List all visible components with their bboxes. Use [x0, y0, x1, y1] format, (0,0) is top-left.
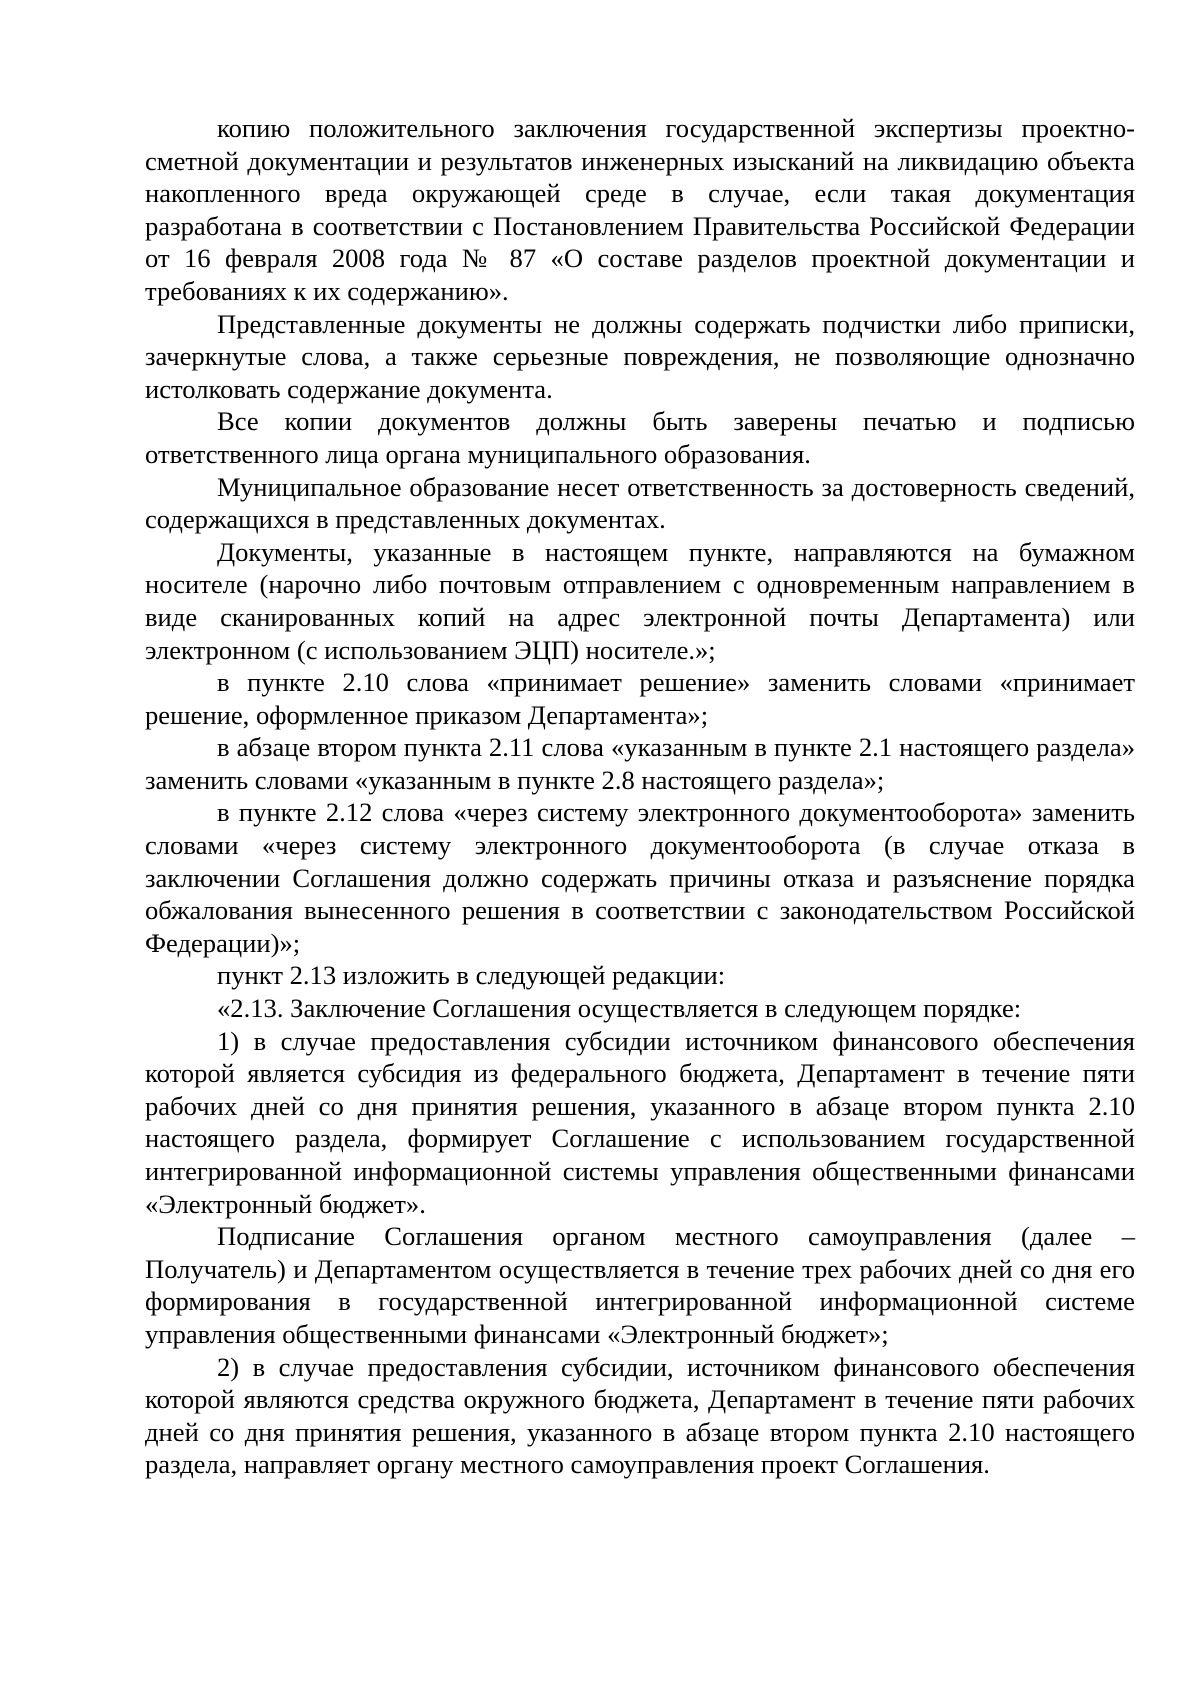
paragraph-signing: Подписание Соглашения органом местного самоуправления (далее – Получатель) и Департаментом осуществляется в течение трех рабочих дней со дня его формирования в государственной интегрированной информационной системе управления общественными финансами «Электронный бюджет»; — [145, 1221, 1135, 1349]
paragraph-expertise-copy: копию положительного заключения государственной экспертизы проектно-сметной документации и результатов инженерных изысканий на ликвидацию объекта накопленного вреда окружающей среде в случае, если такая документация разработана в соответствии с Постановлением Правительства Российской Федерации от 16 февраля 2008 года № 87 «О составе разделов проектной документации и требованиях к их содержанию». — [145, 113, 1135, 306]
paragraph-2-13-item-1: 1) в случае предоставления субсидии источником финансового обеспечения которой является субсидия из федерального бюджета, Департамент в течение пяти рабочих дней со дня принятия решения, указанного в абзаце втором пункта 2.10 настоящего раздела, формирует Соглашение с использованием государственной интегрированной информационной системы управления общественными финансами «Электронный бюджет». — [145, 1025, 1135, 1219]
paragraph-copies-certification: Все копии документов должны быть заверены печатью и подписью ответственного лица органа муниципального образования. — [145, 406, 1135, 469]
paragraph-2-13-heading: «2.13. Заключение Соглашения осуществляется в следующем порядке: — [217, 993, 1022, 1024]
paragraph-document-requirements: Представленные документы не должны содержать подчистки либо приписки, зачеркнутые слова, а также серьезные повреждения, не позволяющие однозначно истолковать содержание документа. — [145, 308, 1135, 404]
paragraph-responsibility: Муниципальное образование несет ответственность за достоверность сведений, содержащихся в представленных документах. — [145, 471, 1135, 535]
document-page — [145, 112, 1135, 1481]
paragraph-amend-2-11: в абзаце втором пункта 2.11 слова «указанным в пункте 2.1 настоящего раздела» заменить словами «указанным в пункте 2.8 настоящего раздела»; — [145, 732, 1135, 795]
paragraph-amend-2-10: в пункте 2.10 слова «принимает решение» заменить словами «принимает решение, оформленное приказом Департамента»; — [145, 667, 1135, 730]
paragraph-amend-2-13-intro: пункт 2.13 изложить в следующей редакции: — [217, 960, 726, 991]
paragraph-2-13-item-2: 2) в случае предоставления субсидии, источником финансового обеспечения которой являются средства окружного бюджета, Департамент в течение пяти рабочих дней со дня принятия решения, указанного в абзаце втором пункта 2.10 настоящего раздела, направляет органу местного самоуправления проект Соглашения. — [145, 1351, 1135, 1480]
paragraph-amend-2-12: в пункте 2.12 слова «через систему электронного документооборота» заменить словами «через систему электронного документооборота (в случае отказа в заключении Соглашения должно содержать причины отказа и разъяснение порядка обжалования вынесенного решения в соответствии с законодательством Российской Федерации)»; — [145, 797, 1135, 958]
paragraph-submission-method: Документы, указанные в настоящем пункте, направляются на бумажном носителе (нарочно либо почтовым отправлением с одновременным направлением в виде сканированных копий на адрес электронной почты Департамента) или электронном (с использованием ЭЦП) носителе.»; — [145, 536, 1135, 665]
